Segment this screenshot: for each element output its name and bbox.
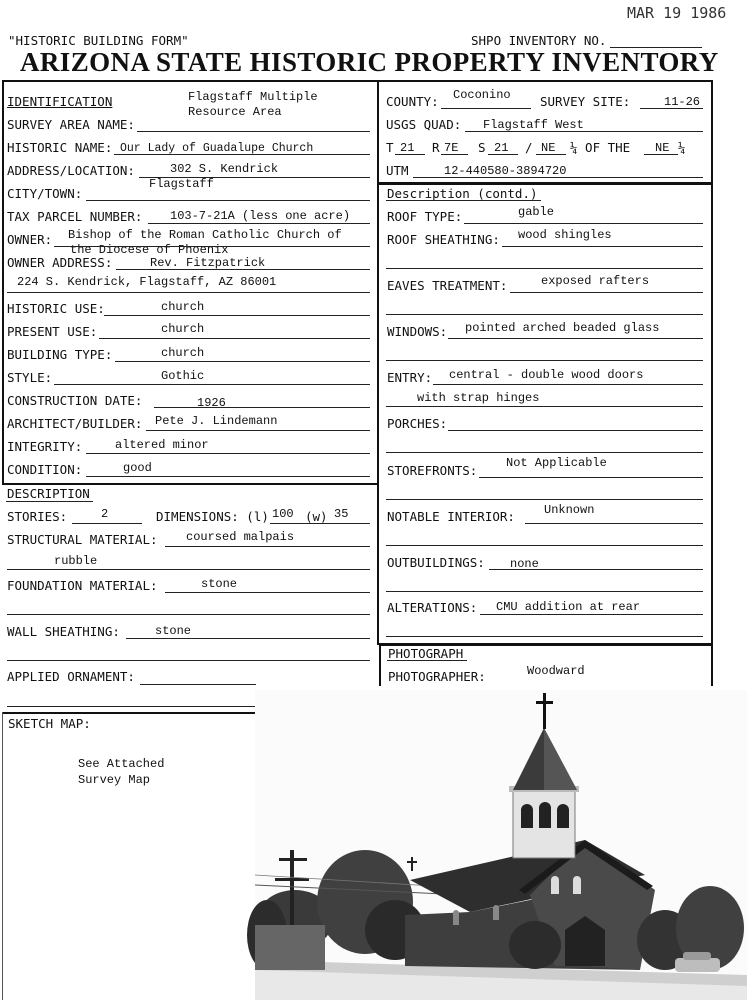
porches-line-2[interactable] xyxy=(386,452,703,453)
sketch-map-label: SKETCH MAP: xyxy=(8,716,91,731)
county-label: COUNTY: xyxy=(386,94,439,109)
survey-site-field[interactable] xyxy=(640,108,703,109)
length-value: 100 xyxy=(272,507,294,521)
style-field[interactable] xyxy=(54,384,370,385)
owner-address-field[interactable] xyxy=(116,269,370,270)
section-label: S xyxy=(478,140,486,155)
storefronts-value: Not Applicable xyxy=(506,456,607,470)
page-title: ARIZONA STATE HISTORIC PROPERTY INVENTORY xyxy=(20,47,719,77)
description-heading-underline xyxy=(6,501,93,502)
survey-area-field[interactable] xyxy=(137,131,370,132)
form-name: "HISTORIC BUILDING FORM" xyxy=(8,33,189,48)
porches-field[interactable] xyxy=(448,430,703,431)
integrity-label: INTEGRITY: xyxy=(7,439,83,454)
width-label: (w) xyxy=(305,509,328,524)
width-value: 35 xyxy=(334,507,349,521)
alterations-field[interactable] xyxy=(480,614,703,615)
historic-use-value: church xyxy=(161,300,205,314)
notable-interior-value: Unknown xyxy=(544,503,595,517)
usgs-quad-field[interactable] xyxy=(465,131,703,132)
condition-field[interactable] xyxy=(86,476,370,477)
utm-value: 12-440580-3894720 xyxy=(444,164,567,178)
county-value: Coconino xyxy=(453,88,511,102)
historic-name-label: HISTORIC NAME: xyxy=(7,140,113,155)
slash-separator: / xyxy=(525,140,533,155)
usgs-quad-value: Flagstaff West xyxy=(483,118,584,132)
city-value: Flagstaff xyxy=(149,177,214,191)
sketch-map-note-2: Survey Map xyxy=(78,773,151,787)
wall-sheathing-field[interactable] xyxy=(126,638,370,639)
entry-line-2[interactable] xyxy=(386,406,703,407)
owner-address-label: OWNER ADDRESS: xyxy=(7,255,113,270)
eaves-treatment-line-2[interactable] xyxy=(386,314,703,315)
received-date-stamp: MAR 19 1986 xyxy=(627,4,727,22)
wall-sheathing-value: stone xyxy=(155,624,192,638)
porches-label: PORCHES: xyxy=(387,416,448,431)
integrity-value: altered minor xyxy=(115,438,209,452)
present-use-field[interactable] xyxy=(99,338,370,339)
address-label: ADDRESS/LOCATION: xyxy=(7,163,135,178)
eaves-treatment-label: EAVES TREATMENT: xyxy=(387,278,508,293)
historic-name-value: Our Lady of Guadalupe Church xyxy=(120,142,314,155)
windows-label: WINDOWS: xyxy=(387,324,448,339)
present-use-label: PRESENT USE: xyxy=(7,324,98,339)
address-value: 302 S. Kendrick xyxy=(170,162,279,176)
owner-value-2: the Diocese of Phoenix xyxy=(70,243,229,257)
survey-area-label: SURVEY AREA NAME: xyxy=(7,117,135,132)
entry-field[interactable] xyxy=(433,384,703,385)
building-type-value: church xyxy=(161,346,205,360)
construction-date-label: CONSTRUCTION DATE: xyxy=(7,393,143,408)
quarter-of-the-label: ¼ OF THE xyxy=(570,140,631,155)
roof-sheathing-label: ROOF SHEATHING: xyxy=(387,232,500,247)
structural-material-value-2: rubble xyxy=(54,554,98,568)
structural-material-field[interactable] xyxy=(165,546,370,547)
historic-name-field[interactable] xyxy=(114,154,370,155)
windows-value: pointed arched beaded glass xyxy=(465,321,660,335)
windows-field[interactable] xyxy=(448,338,703,339)
notable-interior-line-2[interactable] xyxy=(386,545,703,546)
dimensions-label: DIMENSIONS: (l) xyxy=(156,509,269,524)
alterations-label: ALTERATIONS: xyxy=(387,600,478,615)
quarter-symbol: ¼ xyxy=(678,140,686,155)
owner-address-value-2: 224 S. Kendrick, Flagstaff, AZ 86001 xyxy=(17,275,277,289)
wall-sheathing-label: WALL SHEATHING: xyxy=(7,624,120,639)
stories-field[interactable] xyxy=(72,523,142,524)
stories-value: 2 xyxy=(101,507,109,521)
section-field[interactable] xyxy=(488,154,518,155)
applied-ornament-line-2[interactable] xyxy=(7,706,256,707)
utm-field[interactable] xyxy=(413,177,703,178)
owner-address-value-1: Rev. Fitzpatrick xyxy=(150,256,266,270)
survey-area-title-2: Resource Area xyxy=(188,105,282,119)
foundation-material-label: FOUNDATION MATERIAL: xyxy=(7,578,158,593)
description-contd-underline xyxy=(386,200,541,201)
architect-value: Pete J. Lindemann xyxy=(155,414,278,428)
entry-value-1: central - double wood doors xyxy=(449,368,644,382)
range-value: 7E xyxy=(444,141,459,155)
roof-type-label: ROOF TYPE: xyxy=(387,209,463,224)
sketch-map-left-border xyxy=(2,712,3,1000)
photograph-heading-underline xyxy=(387,660,467,661)
tax-parcel-field[interactable] xyxy=(148,223,370,224)
construction-date-value: 1926 xyxy=(197,396,226,410)
owner-field[interactable] xyxy=(54,246,370,247)
quarter-2-field[interactable] xyxy=(644,154,678,155)
roof-sheathing-field[interactable] xyxy=(502,246,703,247)
building-type-label: BUILDING TYPE: xyxy=(7,347,113,362)
county-field[interactable] xyxy=(441,108,531,109)
outbuildings-line-2[interactable] xyxy=(386,591,703,592)
photograph-heading: PHOTOGRAPH xyxy=(388,646,464,661)
storefronts-label: STOREFRONTS: xyxy=(387,463,478,478)
sketch-map-note-1: See Attached xyxy=(78,757,165,771)
church-photograph xyxy=(255,690,747,1000)
notable-interior-field[interactable] xyxy=(525,523,703,524)
eaves-treatment-value: exposed rafters xyxy=(541,274,650,288)
identification-heading: IDENTIFICATION xyxy=(7,94,113,109)
owner-address-line-2[interactable] xyxy=(7,292,370,293)
structural-material-label: STRUCTURAL MATERIAL: xyxy=(7,532,158,547)
survey-site-label: SURVEY SITE: xyxy=(540,94,631,109)
shpo-inventory-label: SHPO INVENTORY NO. xyxy=(471,33,607,48)
survey-area-title-1: Flagstaff Multiple xyxy=(188,90,318,104)
foundation-material-field[interactable] xyxy=(165,592,370,593)
owner-value-1: Bishop of the Roman Catholic Church of xyxy=(68,228,342,242)
section-value: 21 xyxy=(494,141,509,155)
notable-interior-label: NOTABLE INTERIOR: xyxy=(387,509,515,524)
roof-type-field[interactable] xyxy=(464,223,703,224)
city-field[interactable] xyxy=(86,200,370,201)
structural-material-value-1: coursed malpais xyxy=(186,530,295,544)
structural-material-line-2[interactable] xyxy=(7,569,370,570)
architect-label: ARCHITECT/BUILDER: xyxy=(7,416,143,431)
quarter-1-field[interactable] xyxy=(536,154,566,155)
architect-field[interactable] xyxy=(146,430,370,431)
integrity-field[interactable] xyxy=(86,453,370,454)
entry-value-2: with strap hinges xyxy=(417,391,540,405)
quarter-1-value: NE xyxy=(541,141,556,155)
storefronts-field[interactable] xyxy=(479,477,703,478)
roof-sheathing-line-2[interactable] xyxy=(386,268,703,269)
sketch-map-divider xyxy=(2,712,257,714)
alterations-value: CMU addition at rear xyxy=(496,600,641,614)
owner-label: OWNER: xyxy=(7,232,53,247)
tax-parcel-label: TAX PARCEL NUMBER: xyxy=(7,209,143,224)
alterations-line-2[interactable] xyxy=(386,636,703,637)
style-value: Gothic xyxy=(161,369,205,383)
township-value: 21 xyxy=(400,141,415,155)
outbuildings-field[interactable] xyxy=(489,569,703,570)
construction-date-field[interactable] xyxy=(154,407,370,408)
storefronts-line-2[interactable] xyxy=(386,499,703,500)
windows-line-2[interactable] xyxy=(386,360,703,361)
roof-sheathing-value: wood shingles xyxy=(518,228,612,242)
applied-ornament-label: APPLIED ORNAMENT: xyxy=(7,669,135,684)
photographer-value: Woodward xyxy=(527,664,585,678)
description-contd-box xyxy=(377,182,713,645)
condition-value: good xyxy=(123,461,152,475)
outbuildings-label: OUTBUILDINGS: xyxy=(387,555,485,570)
eaves-treatment-field[interactable] xyxy=(510,292,703,293)
description-heading: DESCRIPTION xyxy=(7,486,90,501)
outbuildings-value: none xyxy=(510,557,539,571)
township-field[interactable] xyxy=(395,154,425,155)
foundation-material-line-2[interactable] xyxy=(7,614,370,615)
foundation-material-value: stone xyxy=(201,577,238,591)
entry-label: ENTRY: xyxy=(387,370,433,385)
range-label: R xyxy=(432,140,440,155)
condition-label: CONDITION: xyxy=(7,462,83,477)
stories-label: STORIES: xyxy=(7,509,68,524)
city-label: CITY/TOWN: xyxy=(7,186,83,201)
dimensions-field[interactable] xyxy=(270,523,370,524)
township-label: T xyxy=(386,140,394,155)
quarter-2-value: NE xyxy=(655,141,670,155)
historic-use-label: HISTORIC USE: xyxy=(7,301,105,316)
applied-ornament-field[interactable] xyxy=(140,684,256,685)
utm-label: UTM xyxy=(386,163,409,178)
survey-site-value: 11-26 xyxy=(664,95,701,109)
usgs-quad-label: USGS QUAD: xyxy=(386,117,462,132)
description-contd-heading: Description (contd.) xyxy=(387,186,538,201)
present-use-value: church xyxy=(161,322,205,336)
photographer-label: PHOTOGRAPHER: xyxy=(388,669,486,684)
wall-sheathing-line-2[interactable] xyxy=(7,660,370,661)
roof-type-value: gable xyxy=(518,205,555,219)
tax-parcel-value: 103-7-21A (less one acre) xyxy=(170,209,351,223)
historic-use-field[interactable] xyxy=(104,315,370,316)
range-field[interactable] xyxy=(441,154,468,155)
style-label: STYLE: xyxy=(7,370,53,385)
building-type-field[interactable] xyxy=(115,361,370,362)
